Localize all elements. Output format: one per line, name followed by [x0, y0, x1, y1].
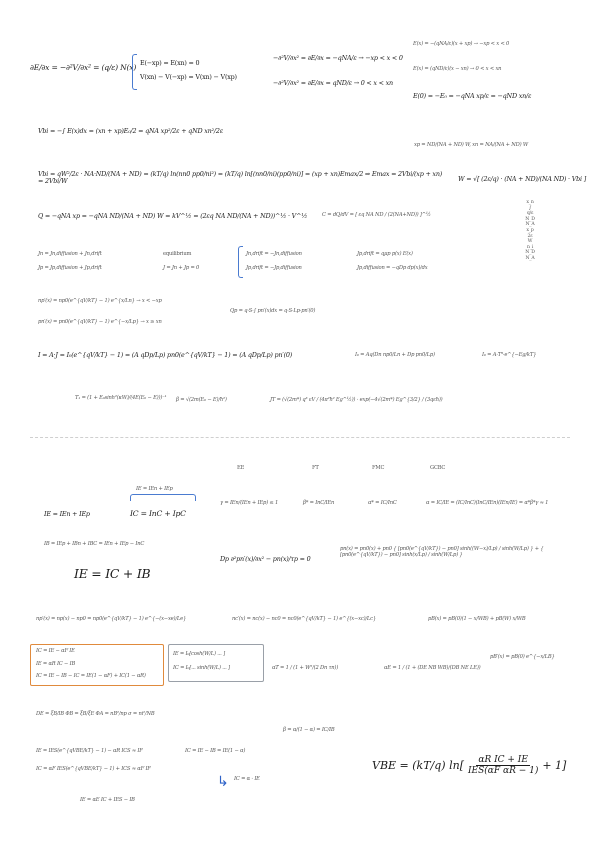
side-formula-column — [519, 201, 541, 263]
ebers-moll-emitter: IE = IES(e^{qVBE/kT} − 1) − αR ICS ≈ IF — [36, 748, 143, 754]
ebers-moll-line-1: IC = IE − αF IE — [36, 648, 75, 654]
electron-drift-diffusion: Jn,drift = −Jn,diffusion — [246, 251, 302, 257]
depletion-charge: Q = −qNA xp = −qNA ND/(NA + ND) W = kV^½ = (2εq NA ND/(NA + ND))^½ · V^½ — [38, 212, 308, 220]
saturation-temp: I₀ = A·T³·e^{−Eg/kT} — [482, 352, 537, 358]
transport-factor: β* = InC/IEn — [303, 500, 335, 506]
poisson-n-side: −∂²V/∂x² = ∂E/∂x = qND/ε → 0 < x < xn — [273, 79, 393, 87]
hole-drift-current: Jp,drift = qμp p(x) E(x) — [357, 251, 413, 257]
matrix-line-2: IC = I₀[... sinh(W/L) ... ] — [173, 665, 230, 671]
side-item: n_i — [526, 244, 534, 250]
column-ft: FT — [312, 465, 319, 471]
emitter-current-sum: IE = IEn + IEp — [44, 510, 90, 518]
tunneling-current: JT = (√(2m*) q³ εV / (4π²ħ² Eg^½)) · exp(−4√(2m*) Eg^{3/2} / (3qεħ)) — [270, 397, 443, 403]
side-item: ∫ — [528, 205, 532, 211]
poisson-equation: ∂E/∂x = −∂²V/∂x² = (q/ε) N(x) — [30, 63, 137, 72]
column-gcbc: GCBC — [430, 465, 446, 471]
common-emitter-gain: β = α/(1 − α) = IC/IB — [283, 727, 335, 733]
minority-electrons: np′(x) = np0(e^{qV/kT} − 1) e^{x/Ln} → x < −xp — [38, 298, 162, 304]
bc-brace — [132, 54, 137, 90]
hole-current: Jp = Jp,diffusion + Jp,drift — [38, 265, 102, 271]
tunneling-beta: β = √(2m(E₀ − E)/ħ²) — [176, 397, 227, 403]
equilibrium-label: equilibrium — [163, 251, 192, 257]
tunneling-probability: T₁ = (1 + E₀sinh²(κW)/(4E(E₀ − E)))⁻¹ — [75, 395, 167, 401]
depletion-widths: xp = ND/(NA + ND) W, xn = NA/(NA + ND) W — [414, 142, 528, 148]
side-item: 2ε — [527, 233, 533, 239]
collector-alpha-emitter: IC = α · IE — [234, 776, 260, 782]
vbi-integral: Vbi = −∫ E(x)dx = (xn + xp)E₀/2 = qNA xp²/2ε + qND xn²/2ε — [38, 127, 223, 135]
multiplication-factor: α* = IC/InC — [368, 500, 397, 506]
emitter-current-sum-top: IE = IEn + IEp — [136, 486, 173, 492]
common-base-gain: α = IC/IE = (IC/InC)(InC/IEn)(IEn/IE) = α*β*γ ≈ 1 — [426, 500, 549, 506]
drift-diffusion-brace — [238, 246, 243, 278]
matrix-box — [168, 644, 264, 682]
column-ee: EE — [237, 465, 245, 471]
section-divider — [30, 437, 570, 438]
vbe-tail: + 1] — [542, 759, 567, 772]
saturation-current: I₀ = Aq(Dn np0/Ln + Dp pn0/Lp) — [355, 352, 435, 358]
ebers-moll-line-2: IE = αR IC − IB — [36, 661, 76, 667]
side-item: x_p — [526, 227, 534, 233]
side-item: N_A — [525, 222, 535, 228]
kcl-equation: IE = IC + IB — [74, 566, 151, 581]
column-fmc: FMC — [372, 465, 385, 471]
emitter-brace — [130, 494, 196, 501]
vbe-lead: VBE = (kT/q) ln[ — [372, 759, 464, 772]
collector-current-sum: IC = InC + IpC — [130, 509, 186, 518]
side-item: N_D — [525, 250, 535, 256]
electron-current: Jn = Jn,diffusion + Jn,drift — [38, 251, 102, 257]
emitter-minority: np′(x) = np(x) − np0 = np0(e^{qV/kT} − 1) e^{−(x−xe)/Le} — [36, 616, 187, 622]
ebers-moll-collector: IC = αF IES(e^{qVBE/kT} − 1) + ICS ≈ αF IF — [36, 766, 151, 772]
bc-efield: E(−xp) = E(xn) = 0 — [140, 59, 200, 67]
derived-terms: DE = ξB/IB ΦB = ξB/ξE ΦA = nB²/np σ = ni²/NB — [36, 711, 155, 717]
poisson-p-side: −∂²V/∂x² = ∂E/∂x = −qNA/ε → −xp < x < 0 — [273, 54, 403, 62]
exponential-base-profile: pB′(x) = pB(0) e^{−x/LB} — [490, 654, 555, 660]
matrix-line-1: IE = I₀[cosh(W/L) ... ] — [173, 651, 225, 657]
emitter-efficiency: αE = 1 / (1 + (DE NB WB)/(DB NE LE)) — [384, 665, 481, 671]
efield-max: E(0) = −E₀ = −qNA xp/ε = −qND xn/ε — [413, 92, 532, 100]
stored-charge: Qp = q·S·∫ pn′(x)dx = q·S·Lp·pn′(0) — [230, 308, 316, 314]
side-item: W — [527, 239, 533, 245]
injection-efficiency: γ = IEn/(IEn + IEp) ≤ 1 — [220, 500, 279, 506]
vbe-fraction — [466, 755, 540, 776]
side-item: N_A — [525, 255, 535, 261]
side-item: q/ε — [526, 211, 534, 217]
base-profile: pn(x) = pn0(x) + pn0 { [pn0(e^{qV/kT}) − pn0] sinh((W−x)/Lp) / sinh(W/Lp) } + { [pn0(e^{qV/kT}) − pn0] sinh(x/Lp) / sinh(W/Lp) } — [340, 546, 544, 559]
hole-diffusion-current: Jp,diffusion = −qDp dp(x)/dx — [357, 265, 428, 271]
depletion-width: W = √[ (2ε/q) · (NA + ND)/(NA ND) · Vbi ] — [458, 175, 586, 183]
collector-from-alpha: IC = IE − IB = IE(1 − α) — [185, 748, 246, 754]
hole-drift-diffusion: Jp,drift = −Jp,diffusion — [246, 265, 302, 271]
vbi-full: Vbi = qW²/2ε · NA·ND/(NA + ND) = (kT/q) ln(nn0 pp0/ni²) = (kT/q) ln[(nn0/ni)(pp0/ni)] = (xp + xn)Emax/2 ⇒ Emax = 2Vbi/(xp + xn) = 2Vbi/W — [38, 170, 443, 186]
collector-minority: nc′(x) = nc(x) − nc0 = nc0(e^{qV/kT} − 1) e^{(x−xc)/Lc} — [232, 616, 376, 622]
side-item: N_D — [525, 216, 535, 222]
vbe-equation — [372, 755, 566, 776]
junction-capacitance: C = dQ/dV = [ εq NA ND / (2(NA+ND)) ]^½ — [322, 212, 431, 218]
base-current-sum: IB = IEp + IBn + IBC = IEn + IEp − InC — [44, 541, 145, 547]
diode-equation: I = A·J = I₀(e^{qV/kT} − 1) = (A qDp/Lp) pn0(e^{qV/kT} − 1) = (A qDp/Lp) pn′(0) — [38, 351, 293, 359]
vbe-denominator: IES(αF αR − 1) — [468, 766, 539, 776]
base-transport-factor: αT = 1 / (1 + W²/(2 Dn τn)) — [272, 665, 339, 671]
linear-base-profile: pB(x) = pB(0)(1 − x/WB) + pB(W) x/WB — [428, 616, 526, 622]
side-item: x_n — [526, 200, 534, 205]
diffusion-equation: Dp ∂²pn′(x)/∂x² − pn(x)/τp = 0 — [220, 555, 311, 563]
minority-holes: pn′(x) = pn0(e^{qV/kT} − 1) e^{−x/Lp} → x ≥ xn — [38, 319, 162, 325]
vbe-numerator: αR IC + IE — [478, 755, 528, 765]
bc-voltage: V(xn) − V(−xp) = V(xn) − V(xp) — [140, 73, 237, 81]
down-right-arrow-icon: ↳ — [217, 774, 229, 790]
efield-p-side: E(x) = −(qNA/ε)(x + xp) → −xp < x < 0 — [413, 41, 510, 47]
equilibrium-equation: J = Jn + Jp = 0 — [163, 265, 200, 271]
emitter-bottom: IE = αE IC + IES − IB — [80, 797, 135, 803]
ebers-moll-line-3: IC = IE − IB − IC = IE(1 − αF) + IC(1 − αR) — [36, 673, 146, 679]
efield-n-side: E(x) = (qND/ε)(x − xn) → 0 < x < xn — [413, 66, 502, 72]
